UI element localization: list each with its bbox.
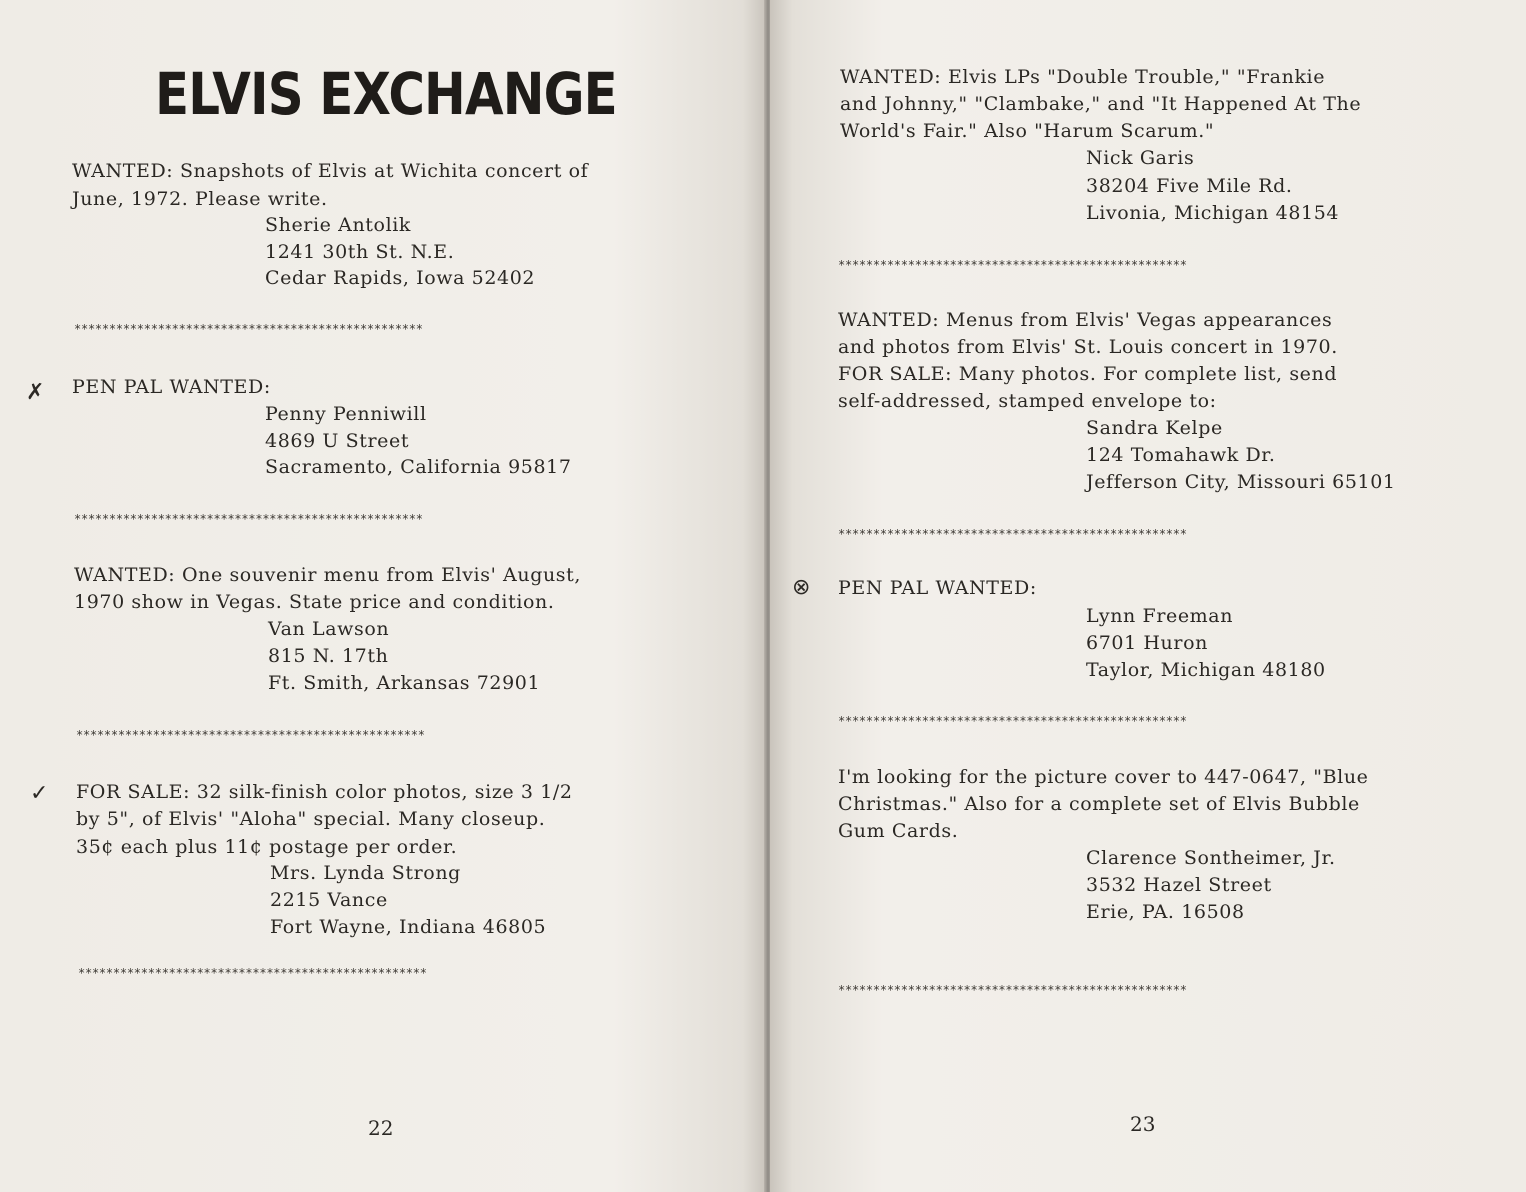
entry-text-line: Gum Cards.	[838, 820, 959, 842]
address-city: Fort Wayne, Indiana 46805	[270, 916, 547, 938]
page-title: ELVIS EXCHANGE	[155, 60, 617, 128]
entry-text-line: FOR SALE: Many photos. For complete list, send	[838, 363, 1338, 385]
entry-text-line: World's Fair." Also "Harum Scarum."	[840, 120, 1215, 142]
address-street: 1241 30th St. N.E.	[265, 241, 455, 263]
address-city: Cedar Rapids, Iowa 52402	[265, 267, 536, 289]
separator: **************************************************	[74, 322, 423, 336]
entry-text-line: WANTED: One souvenir menu from Elvis' August,	[74, 564, 582, 586]
separator: **************************************************	[838, 527, 1187, 541]
address-name: Sandra Kelpe	[1086, 417, 1223, 439]
address-city: Jefferson City, Missouri 65101	[1086, 471, 1396, 493]
address-street: 38204 Five Mile Rd.	[1086, 175, 1293, 197]
entry-text-line: Christmas." Also for a complete set of Elvis Bubble	[838, 793, 1360, 815]
address-name: Lynn Freeman	[1086, 605, 1234, 627]
entry-text-line: WANTED: Elvis LPs "Double Trouble," "Frankie	[840, 66, 1326, 88]
separator: **************************************************	[838, 983, 1187, 997]
address-city: Ft. Smith, Arkansas 72901	[268, 672, 541, 694]
address-name: Clarence Sontheimer, Jr.	[1086, 847, 1336, 869]
separator: **************************************************	[78, 966, 427, 980]
entry-text-line: 1970 show in Vegas. State price and condition.	[74, 591, 555, 613]
entry-text-line: and Johnny," "Clambake," and "It Happened At The	[840, 93, 1362, 115]
entry-text-line: PEN PAL WANTED:	[838, 577, 1037, 599]
address-name: Penny Penniwill	[265, 403, 427, 425]
address-name: Nick Garis	[1086, 147, 1195, 169]
address-street: 3532 Hazel Street	[1086, 874, 1272, 896]
address-street: 6701 Huron	[1086, 632, 1208, 654]
address-city: Livonia, Michigan 48154	[1086, 202, 1340, 224]
entry-text-line: FOR SALE: 32 silk-finish color photos, size 3 1/2	[76, 781, 573, 803]
address-street: 815 N. 17th	[268, 645, 389, 667]
address-city: Taylor, Michigan 48180	[1086, 659, 1326, 681]
address-city: Erie, PA. 16508	[1086, 901, 1245, 923]
entry-text-line: and photos from Elvis' St. Louis concert in 1970.	[838, 336, 1338, 358]
entry-text-line: WANTED: Snapshots of Elvis at Wichita concert of	[72, 160, 589, 182]
entry-text-line: 35¢ each plus 11¢ postage per order.	[76, 836, 458, 858]
entry-text-line: PEN PAL WANTED:	[72, 376, 271, 398]
handwritten-checkmark-icon: ✗	[26, 380, 45, 405]
separator: **************************************************	[838, 714, 1187, 728]
page-number: 23	[1130, 1112, 1156, 1136]
right-page	[770, 0, 1526, 1192]
separator: **************************************************	[74, 512, 423, 526]
separator: **************************************************	[838, 258, 1187, 272]
page-number: 22	[368, 1116, 394, 1140]
address-name: Mrs. Lynda Strong	[270, 862, 461, 884]
entry-text-line: June, 1972. Please write.	[72, 188, 328, 210]
handwritten-mark-icon: ⊗	[792, 575, 811, 600]
entry-text-line: by 5", of Elvis' "Aloha" special. Many closeup.	[76, 808, 546, 830]
address-name: Sherie Antolik	[265, 214, 412, 236]
address-city: Sacramento, California 95817	[265, 456, 572, 478]
address-street: 2215 Vance	[270, 889, 388, 911]
entry-text-line: self-addressed, stamped envelope to:	[838, 390, 1217, 412]
address-street: 124 Tomahawk Dr.	[1086, 444, 1276, 466]
address-street: 4869 U Street	[265, 430, 410, 452]
entry-text-line: WANTED: Menus from Elvis' Vegas appearances	[838, 309, 1333, 331]
separator: **************************************************	[76, 728, 425, 742]
address-name: Van Lawson	[268, 618, 390, 640]
handwritten-mark-icon: ✓	[30, 781, 49, 806]
entry-text-line: I'm looking for the picture cover to 447-0647, "Blue	[838, 766, 1369, 788]
